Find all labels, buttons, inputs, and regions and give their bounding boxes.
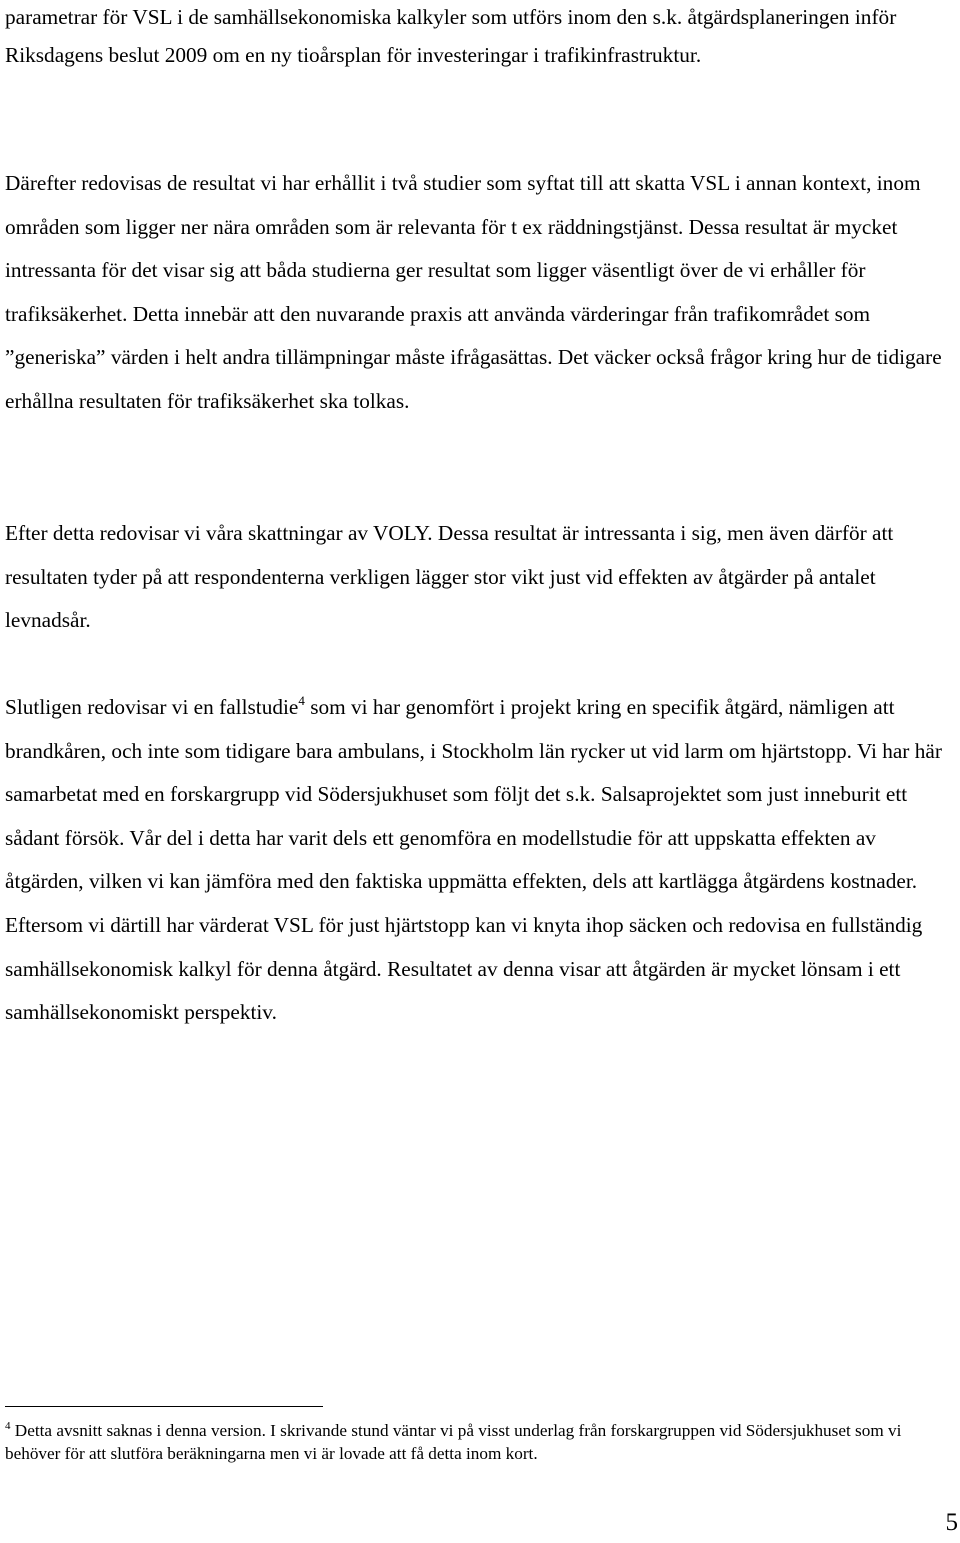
case-study-text-start: Slutligen redovisar vi en fallstudie: [5, 695, 299, 719]
footnote-separator: [5, 1406, 323, 1407]
footnote: [5, 1419, 955, 1465]
footnote-number: 4: [5, 1420, 11, 1432]
footnote-text: Detta avsnitt saknas i denna version. I skrivande stund väntar vi på visst underlag från forskargruppen vid Södersjukhuset som vi behöver för att slutföra beräkningarna men vi är lovade att få detta inom kort.: [5, 1421, 902, 1463]
paragraph-vsl-context-studies: Därefter redovisas de resultat vi har erhållit i två studier som syftat till att skatta VSL i annan kontext, inom områden som ligger ner nära områden som är relevanta för t ex räddningstjänst. Dessa resultat är mycket intressanta för det visar sig att båda studierna ger resultat som ligger väsentligt över de vi erhåller för trafiksäkerhet. Detta innebär att den nuvarande praxis att använda värderingar från trafikområdet som ”generiska” värden i helt andra tillämpningar måste ifrågasättas. Det väcker också frågor kring hur de tidigare erhållna resultaten för trafiksäkerhet ska tolkas.: [5, 171, 942, 413]
footnote-reference: 4: [298, 693, 305, 708]
page-number: 5: [945, 1509, 958, 1536]
case-study-text-rest: som vi har genomfört i projekt kring en specifik åtgärd, nämligen att brandkåren, och inte som tidigare bara ambulans, i Stockholm län rycker ut vid larm om hjärtstopp. Vi har här samarbetat med en forskargrupp vid Södersjukhuset som följt det s.k. Salsaprojektet som just inneburit ett sådant försök. Vår del i detta har varit dels ett genomföra en modellstudie för att uppskatta effekten av åtgärden, vilken vi kan jämföra med den faktiska uppmätta effekten, dels att kartlägga åtgärdens kostnader. Eftersom vi därtill har värderat VSL för just hjärtstopp kan vi knyta ihop säcken och redovisa en fullständig samhällsekonomisk kalkyl för denna åtgärd. Resultatet av denna visar att åtgärden är mycket lönsam i ett samhällsekonomiskt perspektiv.: [5, 695, 942, 1025]
paragraph-voly-estimates: Efter detta redovisar vi våra skattningar av VOLY. Dessa resultat är intressanta i sig, men även därför att resultaten tyder på att respondenterna verkligen lägger stor vikt just vid effekten av åtgärder på antalet levnadsår.: [5, 521, 894, 633]
paragraph-intro-continuation: parametrar för VSL i de samhällsekonomiska kalkyler som utförs inom den s.k. åtgärdsplaneringen inför Riksdagens beslut 2009 om en ny tioårsplan för investeringar i trafikinfrastruktur.: [5, 5, 897, 67]
paragraph-case-study: [5, 686, 955, 1035]
